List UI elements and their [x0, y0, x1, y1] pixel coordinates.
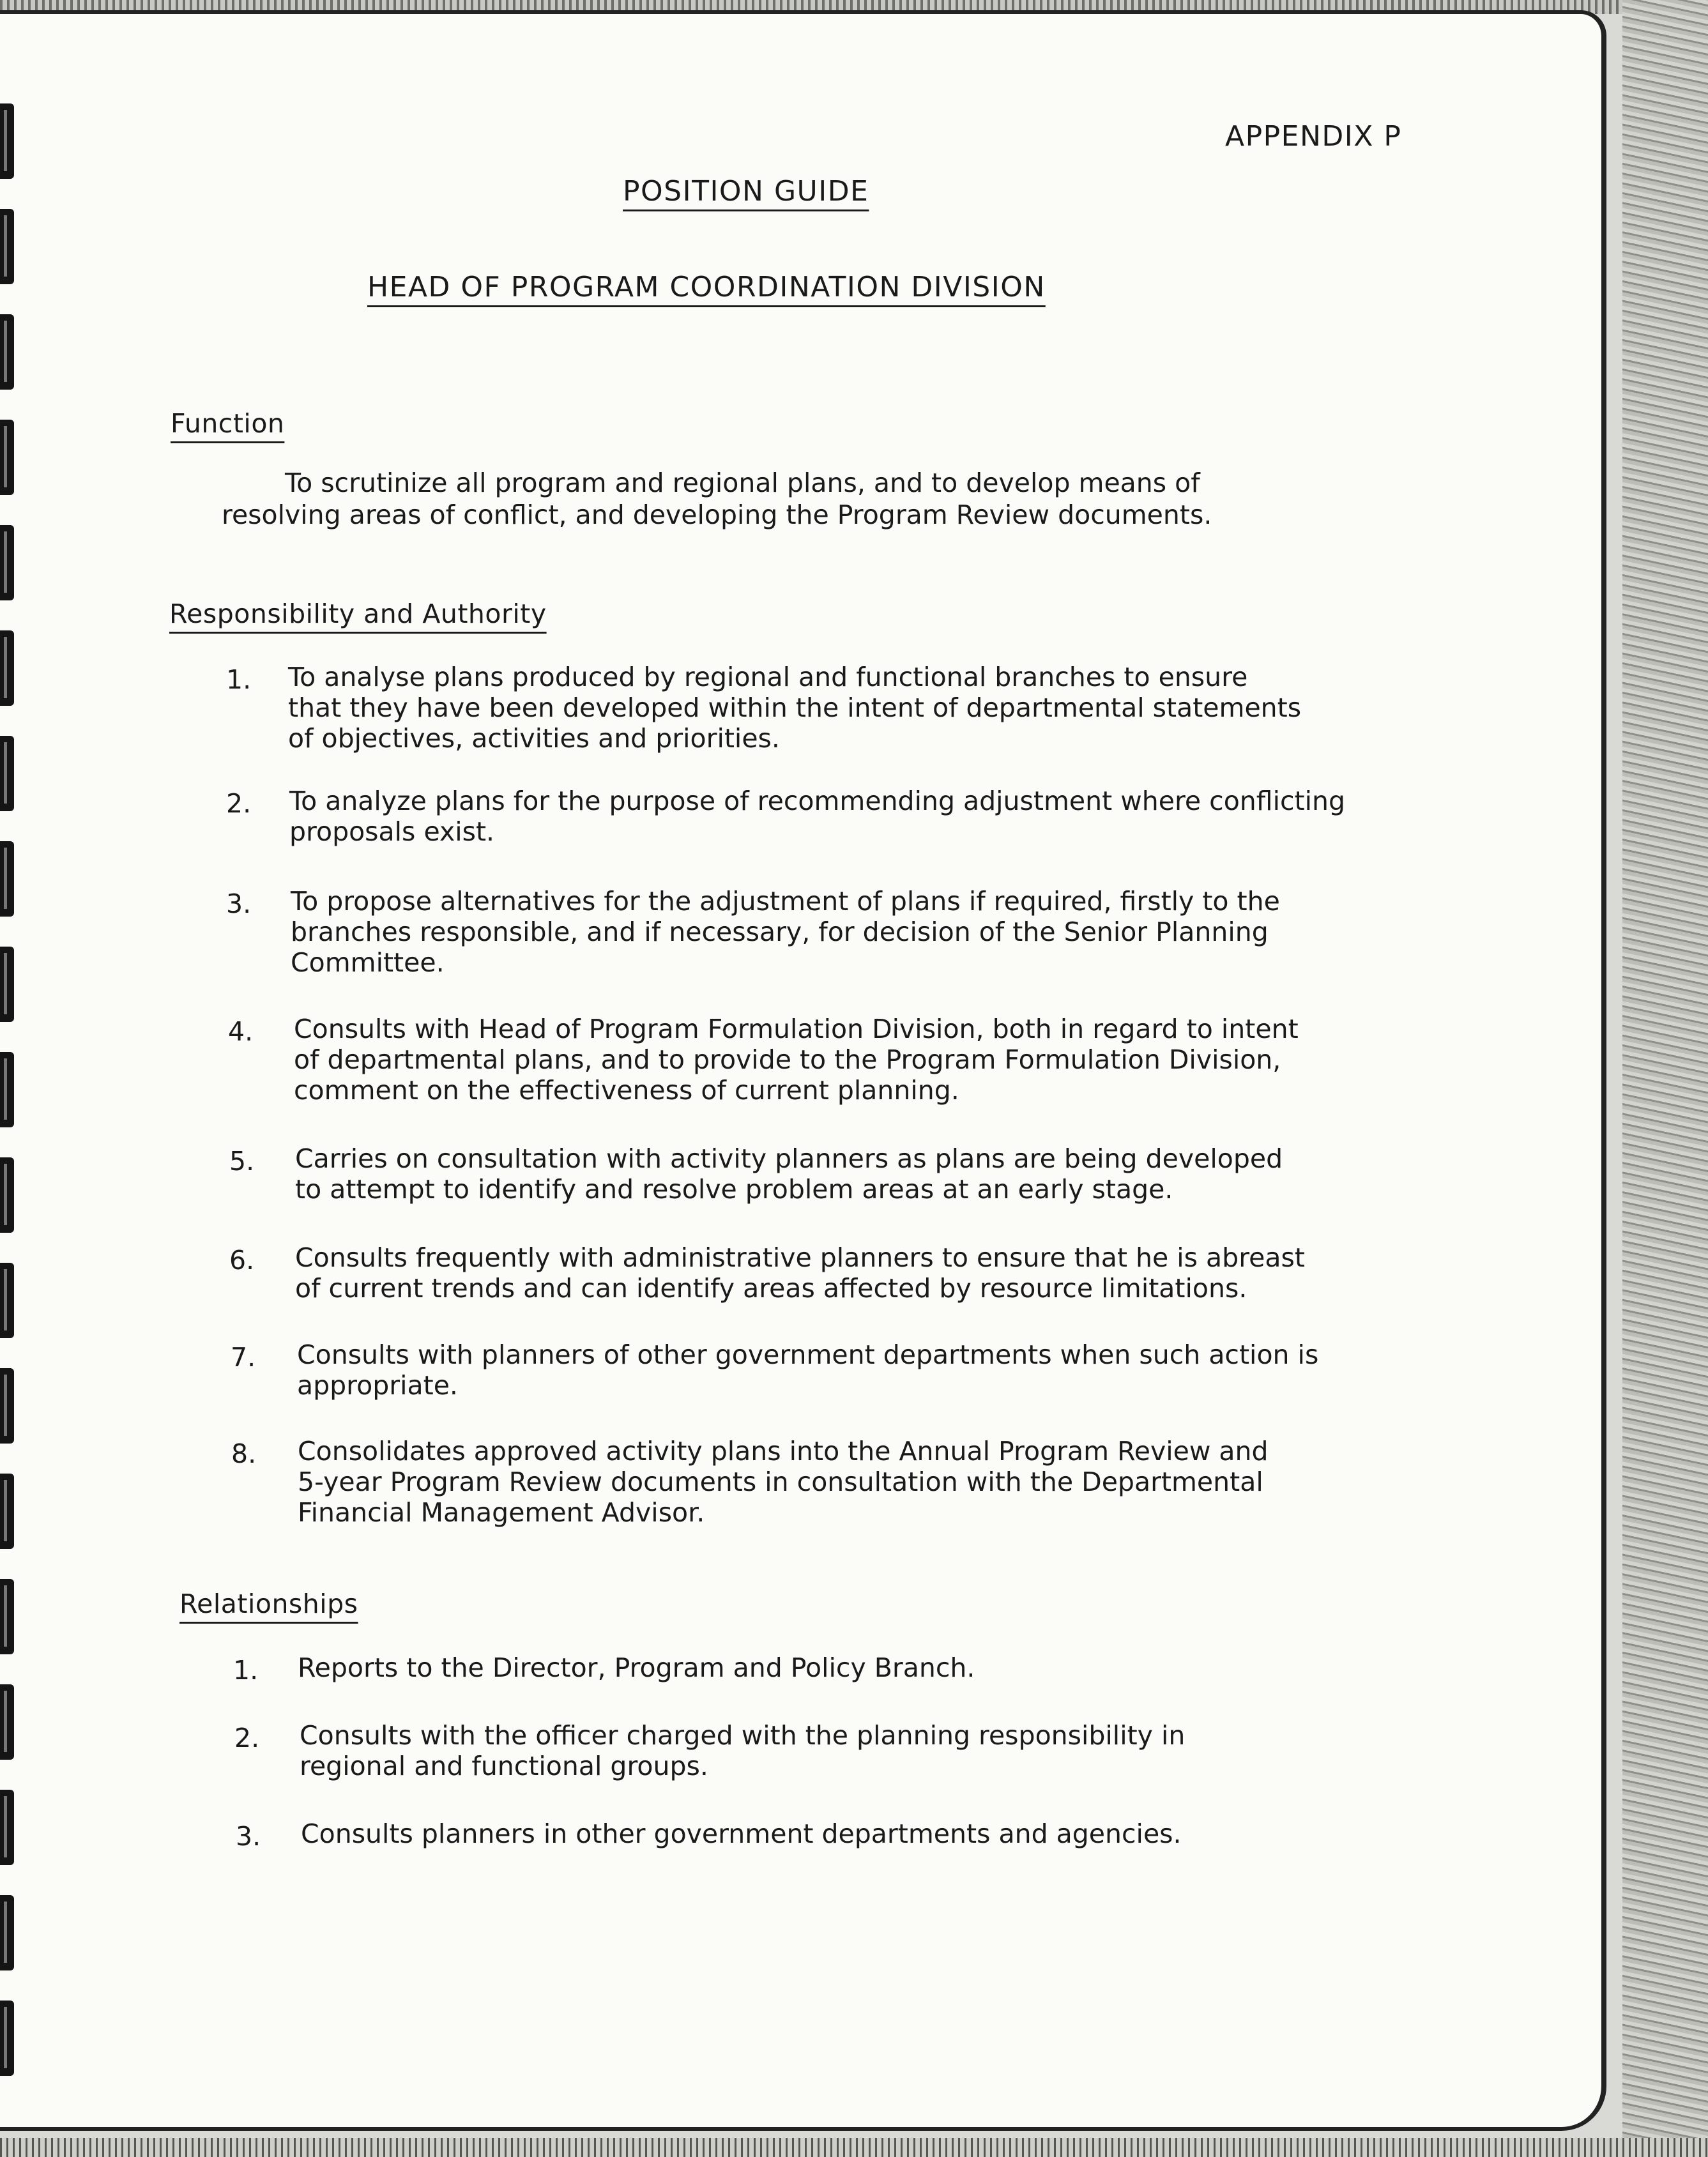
list-item-number: 3.	[236, 1821, 261, 1852]
binder-ring-icon	[0, 947, 14, 1022]
page-title: POSITION GUIDE	[623, 175, 869, 208]
list-item-number: 8.	[231, 1438, 257, 1469]
list-item-line: 5-year Program Review documents in consultation with the Departmental	[298, 1467, 1263, 1497]
list-item	[291, 886, 1280, 978]
list-item-line: Consults with the officer charged with the planning responsibility in	[300, 1720, 1186, 1751]
binder-ring-icon	[0, 103, 14, 179]
appendix-label: APPENDIX P	[1225, 120, 1402, 153]
list-item-number: 2.	[234, 1723, 260, 1753]
list-item-line: Reports to the Director, Program and Policy Branch.	[298, 1652, 975, 1683]
list-item	[288, 662, 1301, 754]
list-item-line: that they have been developed within the intent of departmental statements	[288, 692, 1302, 723]
list-item-line: Committee.	[291, 947, 445, 978]
list-item-line: of objectives, activities and priorities.	[288, 723, 780, 754]
list-item-line: Carries on consultation with activity planners as plans are being developed	[295, 1143, 1283, 1174]
binder-ring-icon	[0, 1052, 14, 1127]
binder-ring-icon	[0, 1474, 14, 1549]
list-item-line: To analyze plans for the purpose of recommending adjustment where conflicting	[289, 786, 1346, 816]
list-item	[298, 1436, 1269, 1528]
list-item-number: 4.	[228, 1016, 254, 1047]
list-item	[301, 1818, 1182, 1849]
section-heading-function: Function	[171, 408, 285, 439]
list-item-line: proposals exist.	[289, 816, 495, 847]
binder-ring-icon	[0, 2001, 14, 2076]
list-item-line: Consults frequently with administrative planners to ensure that he is abreast	[295, 1242, 1305, 1273]
binder-ring-icon	[0, 841, 14, 917]
binder-ring-icon	[0, 630, 14, 706]
binder-ring-icon	[0, 1579, 14, 1654]
list-item	[295, 1242, 1305, 1304]
binder-ring-icon	[0, 209, 14, 284]
scan-edge-right	[1622, 0, 1708, 2157]
scan-edge-bottom	[0, 2138, 1708, 2157]
list-item-number: 3.	[226, 888, 252, 919]
page-subtitle: HEAD OF PROGRAM COORDINATION DIVISION	[367, 271, 1046, 303]
binder-ring-icon	[0, 736, 14, 811]
list-item-line: of departmental plans, and to provide to the Program Formulation Division,	[294, 1044, 1281, 1075]
section-heading-relationships: Relationships	[179, 1589, 358, 1619]
list-item-number: 7.	[231, 1342, 256, 1373]
binder-ring-icon	[0, 1684, 14, 1760]
list-item-number: 2.	[226, 788, 252, 819]
list-item-line: Consults with Head of Program Formulation Division, both in regard to intent	[294, 1014, 1299, 1044]
list-item-line: To analyse plans produced by regional and functional branches to ensure	[288, 662, 1248, 692]
binder-ring-icon	[0, 1368, 14, 1444]
list-item-line: of current trends and can identify areas affected by resource limitations.	[295, 1273, 1247, 1304]
list-item	[295, 1143, 1283, 1205]
binder-ring-icon	[0, 525, 14, 600]
list-item	[300, 1720, 1185, 1781]
list-item	[294, 1014, 1299, 1106]
list-item-line: to attempt to identify and resolve problem areas at an early stage.	[295, 1174, 1173, 1205]
section-heading-responsibility: Responsibility and Authority	[169, 598, 547, 629]
binder-ring-icon	[0, 1157, 14, 1233]
list-item-line: appropriate.	[297, 1370, 458, 1401]
list-item	[297, 1339, 1318, 1401]
list-item	[289, 786, 1345, 847]
list-item-line: regional and functional groups.	[300, 1751, 708, 1781]
function-text-line-1: To scrutinize all program and regional plans, and to develop means of	[285, 468, 1200, 498]
list-item-line: Consolidates approved activity plans into the Annual Program Review and	[298, 1436, 1269, 1467]
list-item-number: 6.	[229, 1245, 255, 1276]
binder-ring-icon	[0, 420, 14, 495]
function-text-line-2: resolving areas of conflict, and developing the Program Review documents.	[222, 499, 1212, 530]
list-item-number: 5.	[229, 1146, 255, 1177]
binder-ring-icon	[0, 1263, 14, 1338]
list-item-line: To propose alternatives for the adjustment of plans if required, firstly to the	[291, 886, 1280, 917]
list-item-line: Consults planners in other government departments and agencies.	[301, 1818, 1182, 1849]
binder-ring-icon	[0, 314, 14, 390]
list-item-line: Consults with planners of other government departments when such action is	[297, 1339, 1319, 1370]
list-item-line: comment on the effectiveness of current planning.	[294, 1075, 959, 1106]
list-item	[298, 1652, 975, 1683]
binder-ring-icon	[0, 1895, 14, 1970]
binder-ring-icon	[0, 1790, 14, 1865]
list-item-line: Financial Management Advisor.	[298, 1497, 705, 1528]
list-item-number: 1.	[233, 1655, 259, 1686]
list-item-line: branches responsible, and if necessary, for decision of the Senior Planning	[291, 917, 1269, 947]
list-item-number: 1.	[226, 664, 252, 695]
